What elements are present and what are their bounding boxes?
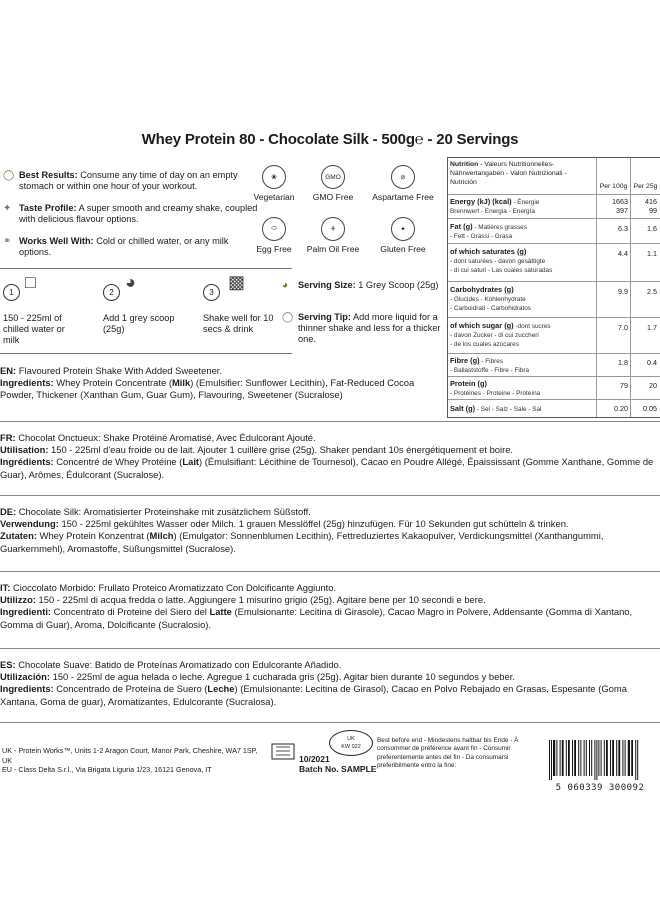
info-best-results: ◯ Best Results: Consume any time of day on an empty stomach or within one hour of your workout. — [3, 170, 238, 192]
barcode-bar — [637, 740, 638, 780]
nutrition-row-carbohydrates: Carbohydrates (g) - Glucides - Kohlenhydrate - Carboidrati - Carbohidratos 9.9 2.5 — [448, 281, 660, 318]
nutrition-row-energy: Energy (kJ) (kcal) - Énergie Brennwert - Energia - Energía 1663 397 416 99 — [448, 194, 660, 219]
date-code: 10/2021 — [299, 754, 330, 764]
barcode-bar — [604, 740, 605, 776]
barcode-bar — [628, 740, 630, 776]
vegetarian-icon: ❀ — [262, 165, 286, 189]
taste-icon: ✦ — [3, 203, 12, 214]
gmo-free-icon: GMO — [321, 165, 345, 189]
barcode — [545, 740, 655, 792]
badge-aspartame-free: ⊘ Aspartame Free — [372, 165, 434, 202]
aspartame-free-icon: ⊘ — [391, 165, 415, 189]
barcode-bar — [568, 740, 570, 776]
barcode-bar — [556, 740, 557, 776]
barcode-bar — [562, 740, 564, 776]
nutrition-row-salt: Salt (g) - Sel - Salz - Sale - Sal 0.20 0.05 — [448, 399, 660, 417]
barcode-bar — [616, 740, 617, 776]
palm-oil-free-icon: ⚘ — [321, 217, 345, 241]
section-divider — [0, 421, 660, 422]
info-works-well-with: ⚭ Works Well With: Cold or chilled water, or any milk options. — [3, 236, 229, 258]
barcode-bar — [549, 740, 550, 780]
badge-gmo-free: GMO GMO Free — [302, 165, 364, 202]
nutrition-table — [447, 157, 660, 418]
barcode-bar — [598, 740, 599, 776]
section-divider — [0, 648, 660, 649]
section-es: ES: Chocolate Suave: Batido de Proteínas Aromatizado con Edulcorante Añadido. Utilización: 150 - 225ml de agua helada o leche. Agregue 1 cucharada gris (25g). Agitar bien durante 10 segundos y beber. Ingredients: Concentrado de Proteína de Suero (Leche) (Emulsionante: Lecitina de Girasol), Cacao en Polvo Rebajado en Grasas, Espesante (Goma Xantana, Goma de guar), Aromatizantes, Edulcorante (Sucralosa). — [0, 659, 627, 707]
barcode-bar — [606, 740, 608, 776]
badge-egg-free: ⬭ Egg Free — [243, 217, 305, 254]
health-mark-oval: UK KW 022 — [329, 730, 373, 756]
best-before: Best before end - Mindestens haltbar bis Ende - À consommer de préférence avant fin - Consumir preferentemente antes del fin - Da consumarsi preferibilmente entro la fine: — [377, 737, 519, 770]
nutrition-row-fat: Fat (g) - Matières grasses - Fett - Grassi - Grasa 6.3 1.6 — [448, 218, 660, 244]
barcode-bar — [625, 740, 626, 776]
nutrition-row-protein: Protein (g) - Protéines - Proteine - Proteína 79 20 — [448, 376, 660, 400]
badge-gluten-free: ✦ Gluten Free — [372, 217, 434, 254]
scoop-icon: ◕ — [125, 272, 136, 292]
barcode-bar — [610, 740, 611, 776]
serving-tip: ◯ Serving Tip: Add more liquid for a thinner shake and less for a thicker one. — [282, 312, 441, 344]
scoop-icon: ◕ — [282, 280, 289, 291]
column-per-100g: Per 100g — [599, 183, 628, 190]
barcode-bar — [578, 740, 579, 776]
batch-info — [299, 754, 376, 774]
barcode-bar — [601, 740, 602, 776]
shaker-icon: ▩ — [228, 272, 246, 292]
batch-number: Batch No. SAMPLE — [299, 764, 377, 774]
clock-icon: ◯ — [3, 170, 15, 181]
barcode-bar — [566, 740, 567, 776]
product-title: Whey Protein 80 - Chocolate Silk - 500g℮ - 20 Servings — [141, 131, 519, 148]
barcode-bar — [631, 740, 633, 776]
nutrition-row-sugar: of which sugar (g) -dont sucres - davon Zucker - di cui zuccheri - de los cuales azúcares 7.0 1.7 — [448, 317, 660, 354]
barcode-bar — [622, 740, 623, 776]
company-address: UK - Protein Works™, Units 1-2 Aragon Court, Manor Park, Cheshire, WA7 1SP, UK EU - Class Delta S.r.l., Via Brigata Liguria 1/23, 16121 Genova, IT — [2, 746, 258, 775]
tip-icon: ◯ — [282, 312, 294, 323]
barcode-bar — [586, 740, 587, 776]
barcode-bar — [580, 740, 581, 776]
barcode-bar — [589, 740, 590, 776]
barcode-bar — [572, 740, 573, 776]
gluten-free-icon: ✦ — [391, 217, 415, 241]
glass-icon: □ — [25, 272, 36, 292]
barcode-bar — [591, 740, 592, 776]
barcode-bar — [560, 740, 561, 776]
barcode-bar — [551, 740, 552, 780]
section-en: EN: Flavoured Protein Shake With Added Sweetener. Ingredients: Whey Protein Concentrate (Milk) (Emulsifier: Sunflower Lecithin), Fat-Reduced Cocoa Powder, Thickener (Xanthan Gum, Guar Gum), Flavouring, Sweetener (Sucralose) — [0, 365, 415, 401]
barcode-bar — [574, 740, 576, 776]
section-de: DE: Chocolate Silk: Aromatisierter Proteinshake mit zusätzlichem Süßstoff. Verwendung: 150 - 225ml gekühltes Wasser oder Milch. 1 grauen Messlöffel (25g) hinzufügen. Für 10 Sekunden gut schütteln & trinken. Zutaten: Whey Protein Konzentrat (Milch) (Emulgator: Sonnenblumen Lecithin), Fettreduziertes Kakaopulver, Verdickungsmittel (Xanthangummi, Guarkernmehl), Aromastoffe, Süßungsmittel (Sucralose). — [0, 506, 604, 554]
barcode-bar — [594, 740, 595, 780]
section-divider — [0, 722, 660, 723]
link-icon: ⚭ — [3, 236, 12, 247]
nutrition-header: Nutrition - Valeurs Nutritionnelles- Nährwertangaben - Valori Nutrizionali - Nutrición — [450, 160, 592, 187]
preparation-steps: 1 □ 150 - 225ml of chilled water or milk 2 ◕ Add 1 grey scoop (25g) 3 ▩ Shake well for 10 secs & drink — [0, 268, 292, 354]
barcode-bar — [618, 740, 620, 776]
info-taste-profile: ✦ Taste Profile: A super smooth and creamy shake, coupled with delicious flavour options. — [3, 203, 258, 225]
badge-palm-oil-free: ⚘ Palm Oil Free — [302, 217, 364, 254]
barcode-bar — [596, 740, 597, 780]
section-divider — [0, 495, 660, 496]
barcode-digits: 5 060339 300092 — [555, 783, 645, 793]
section-it: IT: Cioccolato Morbido: Frullato Proteico Aromatizzato Con Dolcificante Aggiunto. Utilizzo: 150 - 225ml di acqua fredda o latte. Aggiungere 1 misurino grigio (25g). Agitare bene per 10 secondi e bere. Ingredienti: Concentrato di Proteine del Siero del Latte (Emulsionante: Lecitina di Girasole), Cacao Magro in Polvere, Addensante (Gomma di Xantano, Gomma di Guar), Aroma, Dolcificante (Sucralosio). — [0, 582, 633, 630]
egg-free-icon: ⬭ — [262, 217, 286, 241]
barcode-bar — [612, 740, 614, 776]
barcode-bars — [545, 740, 655, 780]
recycling-icon — [270, 742, 300, 762]
badge-vegetarian: ❀ Vegetarian — [243, 165, 305, 202]
barcode-bar — [553, 740, 555, 776]
nutrition-row-saturates: of which saturates (g) - dont saturées - davon gesättigte - di cui saturi - Las cuales saturadas 4.4 1.1 — [448, 243, 660, 282]
barcode-bar — [584, 740, 585, 776]
section-divider — [0, 571, 660, 572]
section-fr: FR: Chocolat Onctueux: Shake Protéiné Aromatisé, Avec Édulcorant Ajouté. Utilisation: 150 - 225ml d'eau froide ou de lait. Ajouter 1 cuillère grise (25g). Shaker pendant 10s énergétiquement et boire. Ingrédients: Concentré de Whey Protéine (Lait) (Émulsifiant: Lécithine de Tournesol), Cacao en Poudre Allégé, Épaississant (Gomme Xanthane, Gomme de Guar), Arômes, Édulcorant (Sucralose). — [0, 432, 654, 480]
barcode-bar — [635, 740, 636, 780]
serving-size: ◕ Serving Size: 1 Grey Scoop (25g) — [282, 280, 439, 291]
nutrition-row-fibre: Fibre (g) - Fibres - Ballaststoffe - Fibre - Fibra 1.8 0.4 — [448, 353, 660, 377]
column-per-25g: Per 25g — [633, 183, 658, 190]
